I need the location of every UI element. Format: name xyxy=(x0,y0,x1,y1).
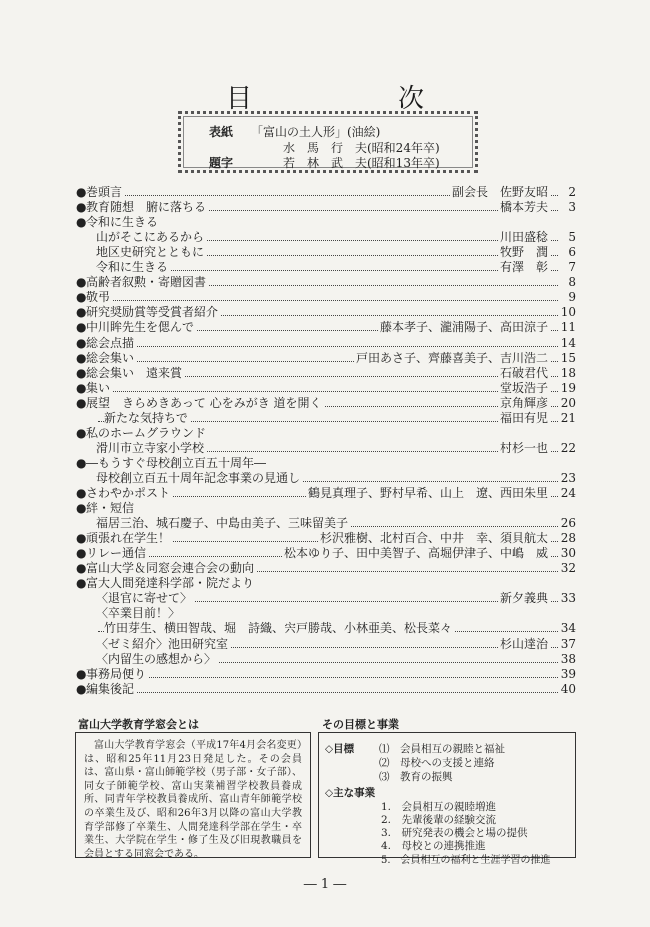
project-item: 4. 母校との連携推進 xyxy=(381,840,486,852)
toc-entry-title: 〈退官に寄せて〉 xyxy=(96,591,193,606)
toc-page-number: 26 xyxy=(560,516,576,531)
toc-row xyxy=(76,667,576,681)
toc-bullet: ● xyxy=(76,350,87,365)
toc-entry-title: 母校創立百五十周年記念事業の見通し xyxy=(96,470,301,485)
toc-row xyxy=(76,682,576,696)
toc-row xyxy=(76,411,576,425)
toc-row xyxy=(76,561,576,575)
toc-row xyxy=(76,637,576,651)
toc-row xyxy=(76,200,576,214)
toc-row xyxy=(76,456,576,470)
toc-entry-title: 令和に生きる xyxy=(86,215,159,230)
toc-entry-author: 村杉一也 xyxy=(499,440,548,455)
toc-row xyxy=(76,621,576,635)
toc-page-number: 7 xyxy=(560,260,576,274)
toc-row xyxy=(76,185,576,199)
toc-page-number: 2 xyxy=(560,185,576,199)
toc-entry-author: 杉山達治 xyxy=(499,636,548,651)
project-item: 3. 研究発表の機会と場の提供 xyxy=(381,827,528,839)
toc-entry-title: 敬弔 xyxy=(86,290,111,305)
toc-row xyxy=(76,652,576,666)
toc-page-number: 34 xyxy=(560,621,576,636)
toc-entry-title: 〈卒業目前！〉 xyxy=(96,606,181,621)
toc-row xyxy=(76,471,576,485)
toc-bullet: ● xyxy=(76,486,87,500)
toc-entry-author: 橋本芳夫 xyxy=(499,200,548,215)
toc-entry-title: 絆・短信 xyxy=(86,501,135,516)
toc-bullet: ● xyxy=(76,335,87,350)
toc-entry-title: 総会点描 xyxy=(86,335,135,350)
toc-bullet: ● xyxy=(76,365,87,380)
toc-page-number: 19 xyxy=(560,380,576,395)
toc-page-number: 39 xyxy=(560,666,576,681)
goals-label: ◇目標 xyxy=(325,743,355,755)
association-box xyxy=(75,732,311,858)
toc-page-number: 28 xyxy=(560,531,576,546)
toc-page-number: 15 xyxy=(560,350,576,365)
toc-entry-title: 集い xyxy=(86,380,111,395)
toc-entry-author: 鶴見真理子、野村早希、山上 遼、西田朱里 xyxy=(307,486,548,500)
toc-bullet: ● xyxy=(76,215,87,230)
toc-row xyxy=(76,486,576,500)
toc-dot-leader xyxy=(88,346,558,347)
toc-bullet: ● xyxy=(76,666,87,681)
toc-row xyxy=(76,320,576,334)
toc-row xyxy=(76,441,576,455)
toc-bullet: ● xyxy=(76,531,87,546)
toc-entry-author: 戸田あさ子、齊藤喜美子、吉川浩二 xyxy=(355,350,548,365)
toc-row xyxy=(76,591,576,605)
cover-label: 表紙 xyxy=(209,125,234,139)
toc-row xyxy=(76,260,576,274)
toc-bullet: ● xyxy=(76,576,87,591)
toc-row xyxy=(76,366,576,380)
project-item: 2. 先輩後輩の経験交流 xyxy=(381,814,497,826)
toc-bullet: ● xyxy=(76,290,87,305)
toc-bullet: ● xyxy=(76,395,87,410)
toc-entry-title: 福居三治、城石慶子、中島由美子、三味留美子 xyxy=(96,516,349,531)
toc-page-number: 6 xyxy=(560,245,576,259)
toc-page-number: 5 xyxy=(560,230,576,244)
toc-page-number: 23 xyxy=(560,470,576,485)
toc-row xyxy=(76,336,576,350)
toc-page-number: 3 xyxy=(560,200,576,214)
toc-entry-title: リレー通信 xyxy=(86,546,147,561)
toc-bullet: ● xyxy=(76,546,87,561)
cover-info-box xyxy=(178,111,478,173)
toc-page-number: 8 xyxy=(560,275,576,289)
toc-page-number: 10 xyxy=(560,305,576,320)
toc-entry-title: 頑張れ在学生！ xyxy=(86,531,171,546)
toc-dot-leader xyxy=(88,391,558,392)
toc-bullet: ● xyxy=(76,501,87,516)
toc-entry-title: 中川眸先生を偲んで xyxy=(86,320,195,335)
toc-entry-author: 新夕義典 xyxy=(499,591,548,606)
toc-entry-title: 新たな気持ちで xyxy=(104,410,188,425)
toc-row xyxy=(76,546,576,560)
toc-entry-title: 富山大学＆同窓会連合会の動向 xyxy=(86,561,255,576)
calligraphy-artist: 若 林 武 夫(昭和13年卒) xyxy=(283,156,440,170)
association-body: 富山大学教育学窓会（平成17年4月会名変更）は、昭和25年11月23日発足した。その会員は、富山県・富山師範学校（男子部・女子部）、同女子師範学校、富山実業補習学校教員養成所、同青年学校教員養成所、富山青年師範学校の卒業生及び、昭和26年3月以降の富山大学教育学部修了卒業生、人間発達科学部在学生・卒業生、大学院在学生・修了生及び旧現教職員を会員とする同窓会である。 xyxy=(84,740,302,860)
toc-bullet: ● xyxy=(76,561,87,576)
toc-entry-title: 滑川市立寺家小学校 xyxy=(96,440,205,455)
toc-entry-author: 堂坂浩子 xyxy=(499,380,548,395)
calligraphy-label: 題字 xyxy=(209,156,234,170)
toc-bullet: ● xyxy=(76,275,87,290)
toc-page-number: 30 xyxy=(560,546,576,561)
toc-row xyxy=(76,305,576,319)
toc-row xyxy=(76,381,576,395)
toc-page-number: 37 xyxy=(560,636,576,651)
toc-entry-title: 〈内留生の感想から〉 xyxy=(96,651,217,666)
toc-entry-author: 杉沢雅樹、北村百合、中井 幸、須貝航太 xyxy=(319,531,548,546)
projects-label: ◇主な事業 xyxy=(325,787,376,799)
toc-row xyxy=(76,215,576,229)
toc-page-number: 11 xyxy=(560,320,576,335)
toc-entry-title: 私のホームグラウンド xyxy=(86,425,207,440)
toc-entry-author: 有澤 彰 xyxy=(499,260,548,275)
toc-entry-author: 藤本孝子、瀧浦陽子、高田涼子 xyxy=(379,320,548,335)
toc-page-number: 33 xyxy=(560,591,576,606)
toc-bullet: ● xyxy=(76,455,87,470)
toc-entry-author: 松本ゆり子、田中美智子、高堀伊津子、中嶋 威 xyxy=(283,546,548,561)
toc-dot-leader xyxy=(88,677,558,678)
toc-entry-title: 教育随想 腑に落ちる xyxy=(86,200,207,215)
toc-page-number: 22 xyxy=(560,440,576,455)
toc-row xyxy=(76,426,576,440)
toc-entry-title: 高齢者叙勲・寄贈図書 xyxy=(86,275,207,290)
toc-entry-title: ―もうすぐ母校創立百五十周年― xyxy=(86,455,267,470)
toc-entry-title: さわやかポスト xyxy=(86,486,171,500)
toc-entry-title: 地区史研究とともに xyxy=(96,245,205,260)
toc-entry-title: 総会集い xyxy=(86,350,135,365)
toc-row xyxy=(76,275,576,289)
toc-row xyxy=(76,516,576,530)
toc-entry-author: 京角輝彦 xyxy=(499,395,548,410)
page-title: 目 次 xyxy=(225,84,484,114)
toc-page-number: 24 xyxy=(560,486,576,500)
toc-page-number: 14 xyxy=(560,335,576,350)
goal-item: ⑵ 母校への支援と連絡 xyxy=(379,757,495,769)
goal-item: ⑶ 教育の振興 xyxy=(379,771,453,783)
toc-entry-title: 展望 きらめきあって 心をみがき 道を開く xyxy=(86,395,322,410)
toc-page-number: 40 xyxy=(560,681,576,696)
toc-bullet: ● xyxy=(76,200,87,215)
toc-entry-title: 富大人間発達科学部・院だより xyxy=(86,576,255,591)
project-item: 5. 会員相互の福利と生涯学習の推進 xyxy=(381,855,551,866)
toc-bullet: ● xyxy=(76,380,87,395)
toc-row xyxy=(76,351,576,365)
toc-entry-author: 石破君代 xyxy=(499,365,548,380)
toc-bullet: ● xyxy=(76,425,87,440)
toc-row xyxy=(76,290,576,304)
toc-row xyxy=(76,230,576,244)
toc-entry-title: 竹田芽生、横田智哉、堀 詩織、宍戸勝哉、小林亜美、松長菜々 xyxy=(104,621,453,636)
toc-bullet: ● xyxy=(76,185,87,199)
toc-entry-title: 研究奨励賞等受賞者紹介 xyxy=(86,305,219,320)
cover-title: 「富山の土人形」(油絵) xyxy=(251,125,381,139)
toc-dot-leader xyxy=(88,692,558,693)
toc-page-number: 32 xyxy=(560,561,576,576)
toc-row xyxy=(76,396,576,410)
toc-entry-title: 事務局便り xyxy=(86,666,147,681)
toc-entry-author: 牧野 潤 xyxy=(499,245,548,260)
toc-entry-title: 山がそこにあるから xyxy=(96,230,205,245)
toc-entry-title: 令和に生きる xyxy=(96,260,169,275)
toc-row xyxy=(76,606,576,620)
toc-page-number: 21 xyxy=(560,410,576,425)
toc-row xyxy=(76,501,576,515)
toc-row xyxy=(76,531,576,545)
toc-bullet: ● xyxy=(76,681,87,696)
toc-row xyxy=(76,245,576,259)
toc-entry-title: 総会集い 遠来賞 xyxy=(86,365,183,380)
toc-bullet: ● xyxy=(76,305,87,320)
toc-dot-leader xyxy=(88,300,558,301)
toc-entry-title: 巻頭言 xyxy=(86,185,123,199)
project-item: 1. 会員相互の親睦増進 xyxy=(381,801,497,813)
goals-box xyxy=(318,732,576,866)
goals-title: その目標と事業 xyxy=(322,718,399,731)
association-title: 富山大学教育学窓会とは xyxy=(78,718,199,731)
goal-item: ⑴ 会員相互の親睦と福祉 xyxy=(379,743,505,755)
toc-page-number: 9 xyxy=(560,290,576,304)
toc-page-number: 20 xyxy=(560,395,576,410)
toc-page-number: 38 xyxy=(560,651,576,666)
toc-page-number: 18 xyxy=(560,365,576,380)
toc-entry-author: 川田盛稔 xyxy=(499,230,548,245)
toc-entry-author: 福田有児 xyxy=(499,410,548,425)
toc-row xyxy=(76,576,576,590)
toc-bullet: ● xyxy=(76,320,87,335)
toc-entry-title: 〈ゼミ紹介〉池田研究室 xyxy=(96,636,229,651)
cover-artist: 水 馬 行 夫(昭和24年卒) xyxy=(283,141,440,155)
toc-entry-title: 編集後記 xyxy=(86,681,135,696)
page-number: ― 1 ― xyxy=(303,877,347,892)
toc-entry-author: 副会長 佐野友昭 xyxy=(451,185,548,199)
